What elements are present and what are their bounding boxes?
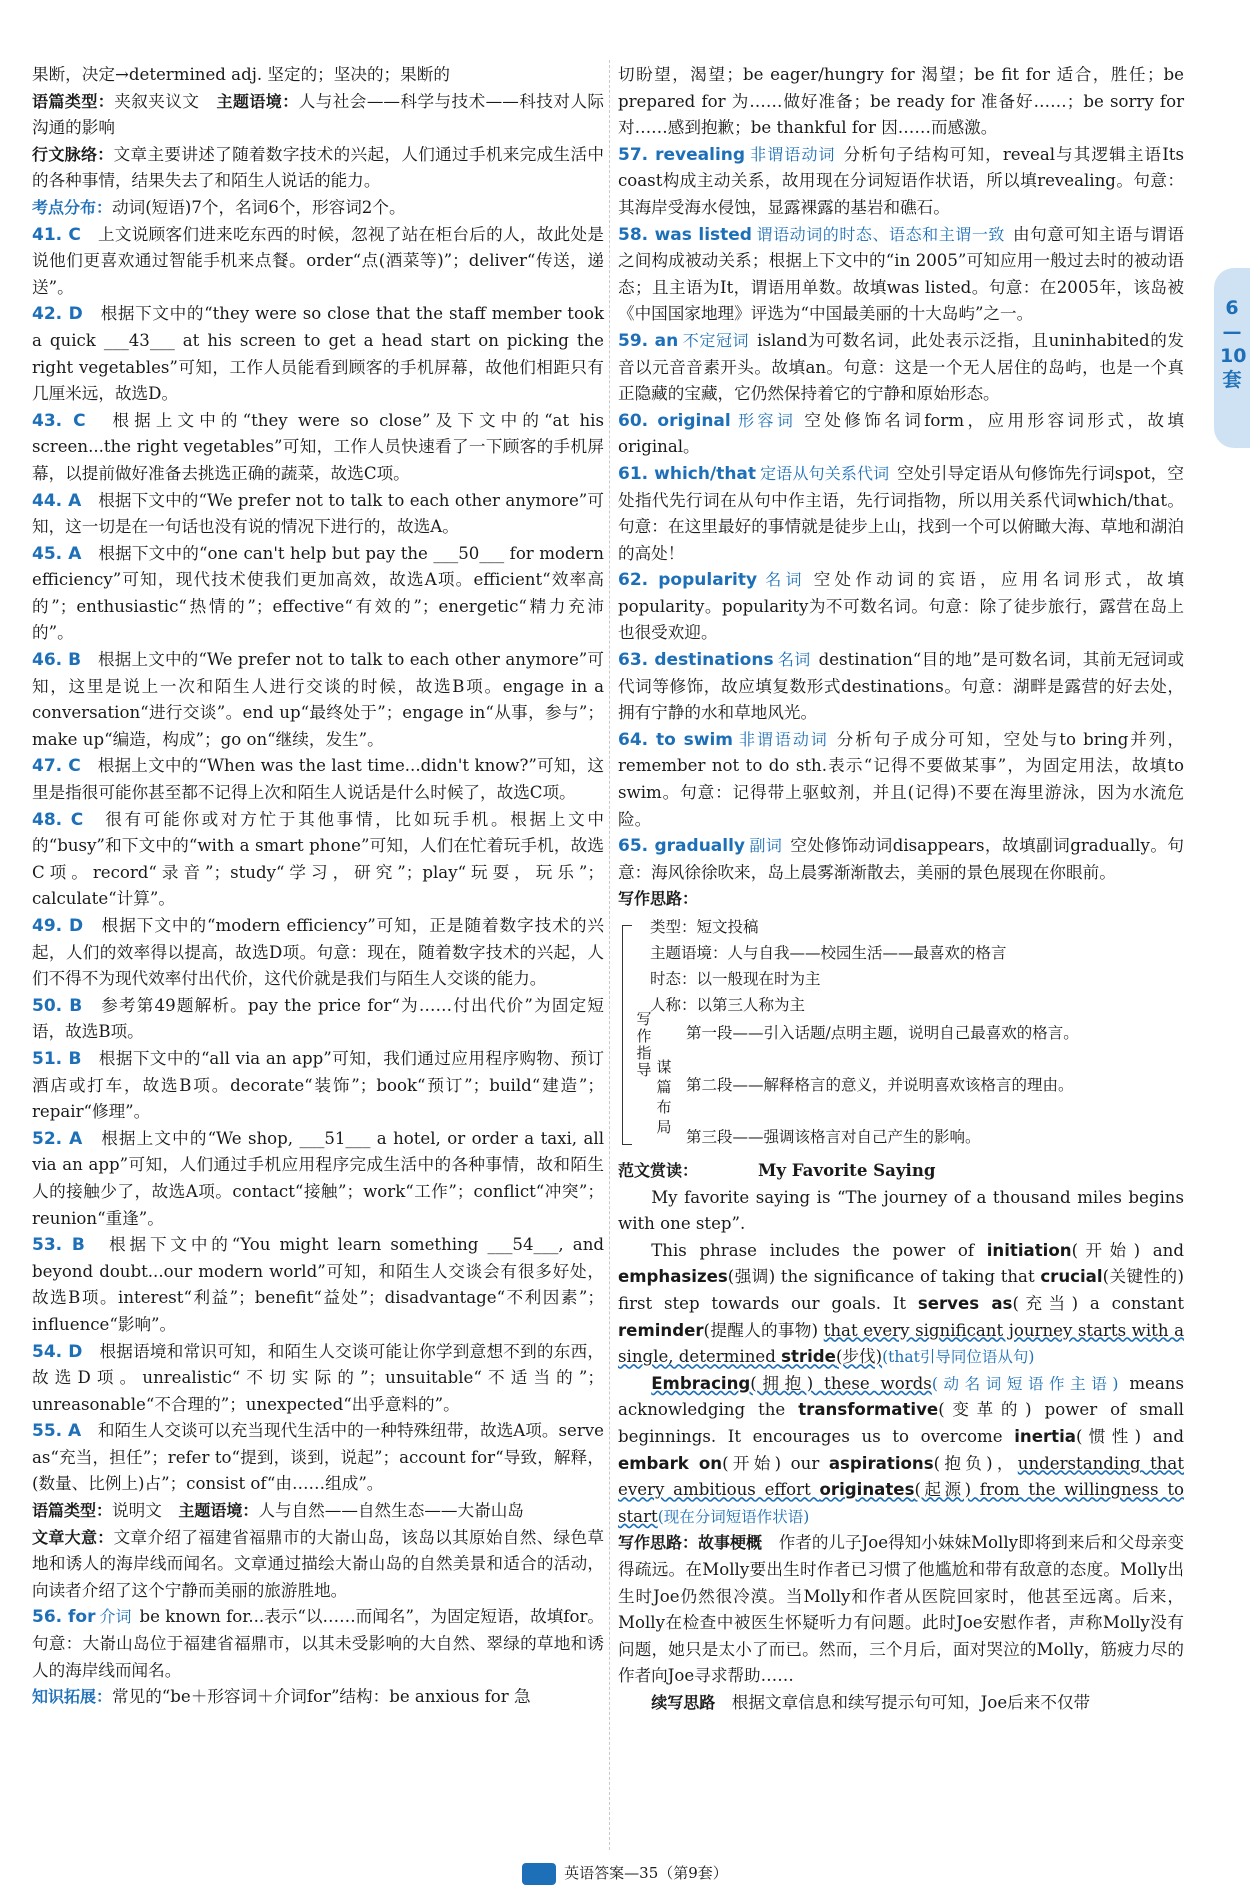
answer-key: 58. was listed bbox=[618, 224, 752, 245]
page-number: 英语答案—35（第9套） bbox=[564, 1864, 728, 1882]
answer-explanation: 很有可能你或对方忙于其他事情，比如玩手机。根据上文中的“busy”和下文中的“with a smart phone”可知，人们在忙着玩手机，故选C项。record“录音”；study“学习，研究”；play“玩耍，玩乐”；calculate“计算”。 bbox=[32, 809, 605, 909]
outline-theme: 主题语境：人与自我——校园生活——最喜欢的格言 bbox=[650, 944, 1007, 962]
keyword: inertia bbox=[1014, 1426, 1076, 1446]
extension-label: 知识拓展： bbox=[32, 1687, 113, 1707]
grammar-tag: 非谓语动词 bbox=[749, 144, 836, 164]
answer-key: 45. A bbox=[32, 543, 82, 564]
keyword: aspirations bbox=[828, 1453, 934, 1473]
extension-continued: 切盼望，渴望；be eager/hungry for 渴望；be fit for 适合，胜任；be prepared for 为……做好准备；be ready for 准备好……；be sorry for 对……感到抱歉；be thankful for 因……而感激。 bbox=[618, 65, 1184, 138]
grammar-tag: 介词 bbox=[99, 1607, 132, 1627]
answer-key: 47. C bbox=[32, 756, 81, 777]
answer-key: 53. B bbox=[32, 1235, 85, 1256]
grammar-tag: 名词 bbox=[777, 650, 811, 670]
flow-line bbox=[32, 142, 604, 195]
answer-explanation: 和陌生人交谈可以充当现代生活中的一种特殊纽带，故选A项。serve as“充当，担任”；refer to“提到，谈到，说起”；account for“导致，解释，(数量、比例上)占”；consist of“由……组成”。 bbox=[32, 1421, 604, 1494]
gloss: (惯性) and bbox=[1075, 1426, 1184, 1446]
theme-value: 人与自然——自然生态——大嵛山岛 bbox=[258, 1501, 524, 1521]
gloss: (充当) a constant bbox=[1012, 1293, 1184, 1313]
answer-key: 61. which/that bbox=[618, 463, 757, 484]
answer-explanation: 根据下文中的“all via an app”可知，我们通过应用程序购物、预订酒店或打车，故选B项。decorate“装饰”；book“预订”；build“建造”；repair“修理”。 bbox=[32, 1048, 605, 1122]
gloss: (强调) the significance of taking that bbox=[727, 1267, 1041, 1287]
story-summary bbox=[618, 1530, 1184, 1690]
answer-key: 65. gradually bbox=[618, 836, 745, 857]
answer-key: 50. B bbox=[32, 995, 83, 1016]
answer-key: 56. for bbox=[32, 1607, 96, 1628]
genre-value: 说明文 bbox=[112, 1501, 162, 1521]
text-run: This phrase includes the power of bbox=[651, 1240, 987, 1260]
answer-explanation: 根据下文中的“they were so close that the staff member took a quick ___43___ at his screen to get a head start on picking the right vegetables”可知，工作人员能看到顾客的手机屏幕，故他们相距只有几厘米远，故选D。 bbox=[32, 304, 605, 404]
answer-42 bbox=[32, 301, 604, 407]
outline-person: 人称：以第三人称为主 bbox=[650, 996, 806, 1014]
writing-outline bbox=[618, 915, 1184, 1153]
answer-key: 42. D bbox=[32, 304, 83, 325]
sample-label: 范文赏读： bbox=[618, 1161, 699, 1180]
answer-61 bbox=[618, 461, 1184, 567]
answer-key: 46. B bbox=[32, 650, 82, 671]
answer-explanation: 分析句子结构可知，reveal与其逻辑主语Its coast构成主动关系，故用现在分词短语作状语，所以填revealing。句意：其海岸受海水侵蚀，显露裸露的基岩和礁石。 bbox=[618, 144, 1184, 217]
vocab-note: 果断，决定→determined adj. 坚定的；坚决的；果断的 bbox=[32, 65, 450, 84]
answer-key: 62. popularity bbox=[618, 570, 758, 591]
answer-63 bbox=[618, 647, 1184, 727]
outline-layout-label: 谋篇布局 bbox=[656, 1058, 672, 1136]
answer-explanation: be known for...表示“以……而闻名”，为固定短语，故填for。句意：大嵛山岛位于福建省福鼎市，以其未受影响的大自然、翠绿的草地和诱人的海岸线而闻名。 bbox=[32, 1607, 604, 1680]
gloss: (提醒人的事物) bbox=[703, 1320, 824, 1340]
answer-explanation: 根据下文中的“modern efficiency”可知，正是随着数字技术的兴起，人们的效率得以提高，故选D项。句意：现在，随着数字技术的兴起，人们不得不为现代效率付出代价，这代价就是我们与陌生人交谈的能力。 bbox=[32, 916, 604, 989]
page-footer bbox=[0, 1862, 1250, 1885]
section-tab-label: 6—10套 bbox=[1220, 297, 1247, 391]
answer-56 bbox=[32, 1604, 604, 1684]
answer-key: 41. C bbox=[32, 224, 81, 245]
grammar-tag: 形容词 bbox=[734, 410, 797, 430]
answer-key: 63. destinations bbox=[618, 650, 774, 671]
answer-60 bbox=[618, 408, 1184, 461]
answer-57 bbox=[618, 142, 1184, 222]
gloss: (关键性的) first step towards our goals. It bbox=[618, 1267, 1185, 1313]
answer-62 bbox=[618, 567, 1184, 647]
answer-explanation: 空处引导定语从句修饰先行词spot，空处指代先行词在从句中作主语，先行词指物，所以用关系代词which/that。句意：在这里最好的事情就是徒步上山，找到一个可以俯瞰大海、草地和湖泊的高处！ bbox=[618, 463, 1185, 563]
answer-58 bbox=[618, 222, 1184, 328]
answer-45 bbox=[32, 541, 604, 647]
genre-label: 语篇类型： bbox=[32, 91, 115, 111]
grammar-tag: 定语从句关系代词 bbox=[760, 463, 890, 483]
answer-49 bbox=[32, 913, 604, 993]
genre-line-2 bbox=[32, 1498, 604, 1525]
answer-59 bbox=[618, 328, 1184, 408]
answer-key: 48. C bbox=[32, 809, 84, 830]
outline-paragraph-3: 第三段——强调该格言对自己产生的影响。 bbox=[686, 1128, 981, 1146]
outline-paragraph-2: 第二段——解释格言的意义，并说明喜欢该格言的理由。 bbox=[686, 1076, 1074, 1094]
sample-heading bbox=[618, 1157, 1184, 1185]
gloss: (抱负)， bbox=[933, 1453, 1018, 1473]
answer-key: 44. A bbox=[32, 490, 82, 511]
theme-value: 人与社会——科学与技术——科技对人际沟通的影响 bbox=[32, 91, 604, 138]
answer-explanation: 根据上文中的“We prefer not to talk to each other anymore”可知，这里是说上一次和陌生人进行交谈的时候，故选B项。engage in a conversation“进行交谈”。end up“最终处于”；engage in“从事，参与”；make up“编造，构成”；go on“继续，发生”。 bbox=[32, 650, 605, 749]
answer-55 bbox=[32, 1418, 604, 1498]
continuation-value: 根据文章信息和续写提示句可知，Joe后来不仅带 bbox=[731, 1692, 1091, 1712]
answer-explanation: 空处修饰名词form，应用形容词形式，故填original。 bbox=[618, 410, 1184, 457]
continuation-label: 续写思路 bbox=[651, 1692, 716, 1712]
answer-47 bbox=[32, 753, 604, 806]
gist-line bbox=[32, 1525, 604, 1605]
extension-value: 常见的“be＋形容词＋介词for”结构：be anxious for 急 bbox=[112, 1687, 531, 1707]
answer-50 bbox=[32, 993, 604, 1046]
keyword: stride bbox=[781, 1347, 836, 1367]
answer-54 bbox=[32, 1339, 604, 1419]
section-tab[interactable] bbox=[1214, 268, 1250, 448]
answer-explanation: 根据下文中的“You might learn something ___54___, and beyond doubt...our modern world”可知，和陌生人交谈会有很多好处，故选B项。interest“利益”；benefit“益处”；disadvantage“不利因素”；influence“影响”。 bbox=[32, 1235, 605, 1334]
grammar-note: (现在分词短语作状语) bbox=[657, 1507, 810, 1526]
answer-48 bbox=[32, 807, 604, 913]
outline-paragraph-1: 第一段——引入话题/点明主题，说明自己最喜欢的格言。 bbox=[686, 1024, 1079, 1042]
answer-key: 49. D bbox=[32, 916, 84, 936]
grammar-note: (that引导同位语从句) bbox=[882, 1348, 1035, 1367]
answer-explanation: 上文说顾客们进来吃东西的时候，忽视了站在柜台后的人，故此处是说他们更喜欢通过智能手机来点餐。order“点(酒菜等)”；deliver“传送，递送”。 bbox=[32, 224, 605, 297]
highlighted-clause: (起源) from the willingness to start bbox=[618, 1480, 1184, 1526]
extension-line bbox=[32, 1684, 604, 1711]
publisher-logo-icon bbox=[522, 1863, 556, 1885]
sample-title: My Favorite Saying bbox=[758, 1160, 936, 1180]
keyword: serves as bbox=[917, 1293, 1013, 1313]
answer-key: 55. A bbox=[32, 1421, 82, 1442]
grammar-tag: 谓语动词的时态、语态和主谓一致 bbox=[755, 224, 1005, 244]
right-column bbox=[618, 62, 1184, 1716]
answer-46 bbox=[32, 647, 604, 753]
sample-paragraph-2 bbox=[618, 1238, 1184, 1371]
highlighted-clause: that every significant journey starts with a single, determined bbox=[618, 1320, 1184, 1367]
gist-label: 文章大意： bbox=[32, 1527, 114, 1547]
keyword: originates bbox=[819, 1480, 915, 1500]
keyword: emphasizes bbox=[618, 1267, 728, 1287]
answer-explanation: island为可数名词，此处表示泛指，且uninhabited的发音以元音音素开头。故填an。句意：这是一个无人居住的岛屿，也是一个真正隐藏的宝藏，它仍然保持着它的宁静和原始形态。 bbox=[618, 330, 1184, 404]
story-value: 作者的儿子Joe得知小妹妹Molly即将到来后和父母亲变得疏远。在Molly要出生时作者已习惯了他尴尬和带有敌意的态度。Molly出生时Joe仍然很冷漠。当Molly和作者从医院回家时，他甚至远离。后来，Molly在检查中被医生怀疑听力有问题。此时Joe安慰作者，声称Molly没有问题，她只是太小了而已。然而，三个月后，面对哭泣的Molly，筋疲力尽的作者向Joe寻求帮助…… bbox=[618, 1533, 1184, 1686]
keyword: embark on bbox=[618, 1453, 723, 1473]
grammar-tag: 不定冠词 bbox=[682, 330, 750, 350]
theme-label: 主题语境： bbox=[216, 91, 299, 111]
column-divider bbox=[609, 60, 610, 1850]
answer-key: 64. to swim bbox=[618, 729, 734, 750]
answer-explanation: 分析句子成分可知，空处与to bring并列，remember not to do sth.表示“记得不要做某事”，为固定用法，故填to swim。句意：记得带上驱蚊剂，并且(记得)不要在海里游泳，因为水流危险。 bbox=[618, 729, 1184, 829]
outline-side-label: 写作指导 bbox=[636, 1010, 652, 1079]
gloss: (步伐) bbox=[835, 1347, 883, 1367]
outline-bracket bbox=[622, 925, 632, 1145]
answer-key: 60. original bbox=[618, 410, 731, 431]
answer-key: 54. D bbox=[32, 1341, 83, 1362]
keyword: Embracing bbox=[651, 1373, 751, 1393]
answer-key: 59. an bbox=[618, 330, 679, 351]
answer-key: 52. A bbox=[32, 1128, 83, 1149]
sample-paragraph-1: My favorite saying is “The journey of a thousand miles begins with one step”. bbox=[618, 1187, 1184, 1234]
answer-explanation: 空处修饰动词disappears，故填副词gradually。句意：海风徐徐吹来，岛上晨雾渐渐散去，美丽的景色展现在你眼前。 bbox=[618, 836, 1184, 882]
gist-value: 文章介绍了福建省福鼎市的大嵛山岛，该岛以其原始自然、绿色草地和诱人的海岸线而闻名。文章通过描绘大嵛山岛的自然美景和适合的活动，向读者介绍了这个宁静而美丽的旅游胜地。 bbox=[32, 1527, 604, 1600]
keyword: crucial bbox=[1040, 1267, 1103, 1287]
grammar-tag: 副词 bbox=[749, 836, 783, 856]
grammar-note: (动名词短语作主语) bbox=[931, 1374, 1119, 1393]
answer-explanation: 根据语境和常识可知，和陌生人交谈可能让你学到意想不到的东西，故选D项。unrealistic“不切实际的”；unsuitable“不适当的”；unreasonable“不合理的”；unexpected“出乎意料的”。 bbox=[32, 1341, 605, 1414]
genre-value: 夹叙夹议文 bbox=[114, 91, 200, 111]
outline-tense: 时态：以一般现在时为主 bbox=[650, 970, 821, 988]
answer-explanation: 由句意可知主语与谓语之间构成被动关系；根据上下文中的“in 2005”可知应用一般过去时的被动语态；且主语为It，谓语用单数。故填was listed。句意：在2005年，该岛被《中国国家地理》评选为“中国最美丽的十大岛屿”之一。 bbox=[618, 224, 1184, 324]
flow-value: 文章主要讲述了随着数字技术的兴起，人们通过手机来完成生活中的各种事情，结果失去了和陌生人说话的能力。 bbox=[32, 144, 604, 191]
answer-65 bbox=[618, 833, 1184, 886]
test-label: 考点分布： bbox=[32, 197, 113, 217]
continuation bbox=[618, 1690, 1184, 1717]
answer-explanation: 根据上文中的“they were so close”及下文中的“at his screen...the right vegetables”可知，工作人员快速看了一下顾客的手机屏幕，以提前做好准备去挑选正确的蔬菜，故选C项。 bbox=[32, 410, 605, 483]
genre-label: 语篇类型： bbox=[32, 1501, 113, 1521]
answer-51 bbox=[32, 1046, 604, 1126]
keyword: reminder bbox=[618, 1320, 704, 1340]
test-value: 动词(短语)7个，名词6个，形容词2个。 bbox=[112, 197, 406, 217]
answer-explanation: destination“目的地”是可数名词，其前无冠词或代词等修饰，故应填复数形式destinations。句意：湖畔是露营的好去处，拥有宁静的水和草地风光。 bbox=[618, 650, 1184, 723]
answer-64 bbox=[618, 727, 1184, 833]
gloss: (拥抱) these words bbox=[750, 1373, 932, 1393]
answer-explanation: 根据上文中的“When was the last time...didn't know?”可知，这里是指很可能你甚至都不记得上次和陌生人说话是什么时候了，故选C项。 bbox=[32, 756, 605, 803]
answer-key: 51. B bbox=[32, 1048, 82, 1069]
writing-label: 写作思路： bbox=[618, 889, 699, 909]
answer-explanation: 根据下文中的“We prefer not to talk to each other anymore”可知，这一切是在一句话也没有说的情况下进行的，故选A。 bbox=[32, 490, 605, 537]
text-run: means acknowledging the bbox=[618, 1373, 1184, 1420]
grammar-tag: 非谓语动词 bbox=[737, 729, 829, 749]
answer-53 bbox=[32, 1232, 604, 1338]
grammar-tag: 名词 bbox=[761, 570, 806, 590]
genre-line bbox=[32, 89, 604, 142]
keyword: transformative bbox=[798, 1400, 939, 1420]
answer-key: 57. revealing bbox=[618, 144, 746, 165]
outline-type: 类型：短文投稿 bbox=[650, 918, 759, 936]
sample-paragraph-3 bbox=[618, 1371, 1184, 1531]
answer-explanation: 根据下文中的“one can't help but pay the ___50___ for modern efficiency”可知，现代技术使我们更加高效，故选A项。efficient“效率高的”；enthusiastic“热情的”；effective“有效的”；energetic“精力充沛的”。 bbox=[32, 543, 604, 643]
answer-41 bbox=[32, 222, 604, 302]
test-points bbox=[32, 195, 604, 222]
answer-explanation: 空处作动词的宾语，应用名词形式，故填popularity。popularity为不可数名词。句意：除了徒步旅行，露营在岛上也很受欢迎。 bbox=[618, 570, 1185, 643]
answer-explanation: 根据上文中的“We shop, ___51___ a hotel, or order a taxi, all via an app”可知，人们通过手机应用程序完成生活中的各种事情，故和陌生人的接触少了，故选A项。contact“接触”；work“工作”；conflict“冲突”；reunion“重逢”。 bbox=[32, 1128, 604, 1228]
keyword: initiation bbox=[986, 1240, 1072, 1260]
flow-label: 行文脉络： bbox=[32, 144, 114, 164]
theme-label: 主题语境： bbox=[178, 1501, 259, 1521]
gloss: (变革的) power of small beginnings. It encourages us to overcome bbox=[618, 1400, 1184, 1446]
story-label: 写作思路：故事梗概 bbox=[618, 1533, 763, 1553]
answer-44 bbox=[32, 488, 604, 541]
answer-key: 43. C bbox=[32, 410, 86, 431]
answer-explanation: 参考第49题解析。pay the price for“为……付出代价”为固定短语，故选B项。 bbox=[32, 995, 605, 1042]
gloss: (开始) our bbox=[722, 1453, 829, 1473]
highlighted-clause: understanding that every ambitious effort bbox=[618, 1453, 1184, 1500]
gloss: (开始) and bbox=[1071, 1240, 1184, 1260]
answer-52 bbox=[32, 1126, 604, 1232]
left-column bbox=[32, 62, 604, 1711]
answer-43 bbox=[32, 408, 604, 488]
